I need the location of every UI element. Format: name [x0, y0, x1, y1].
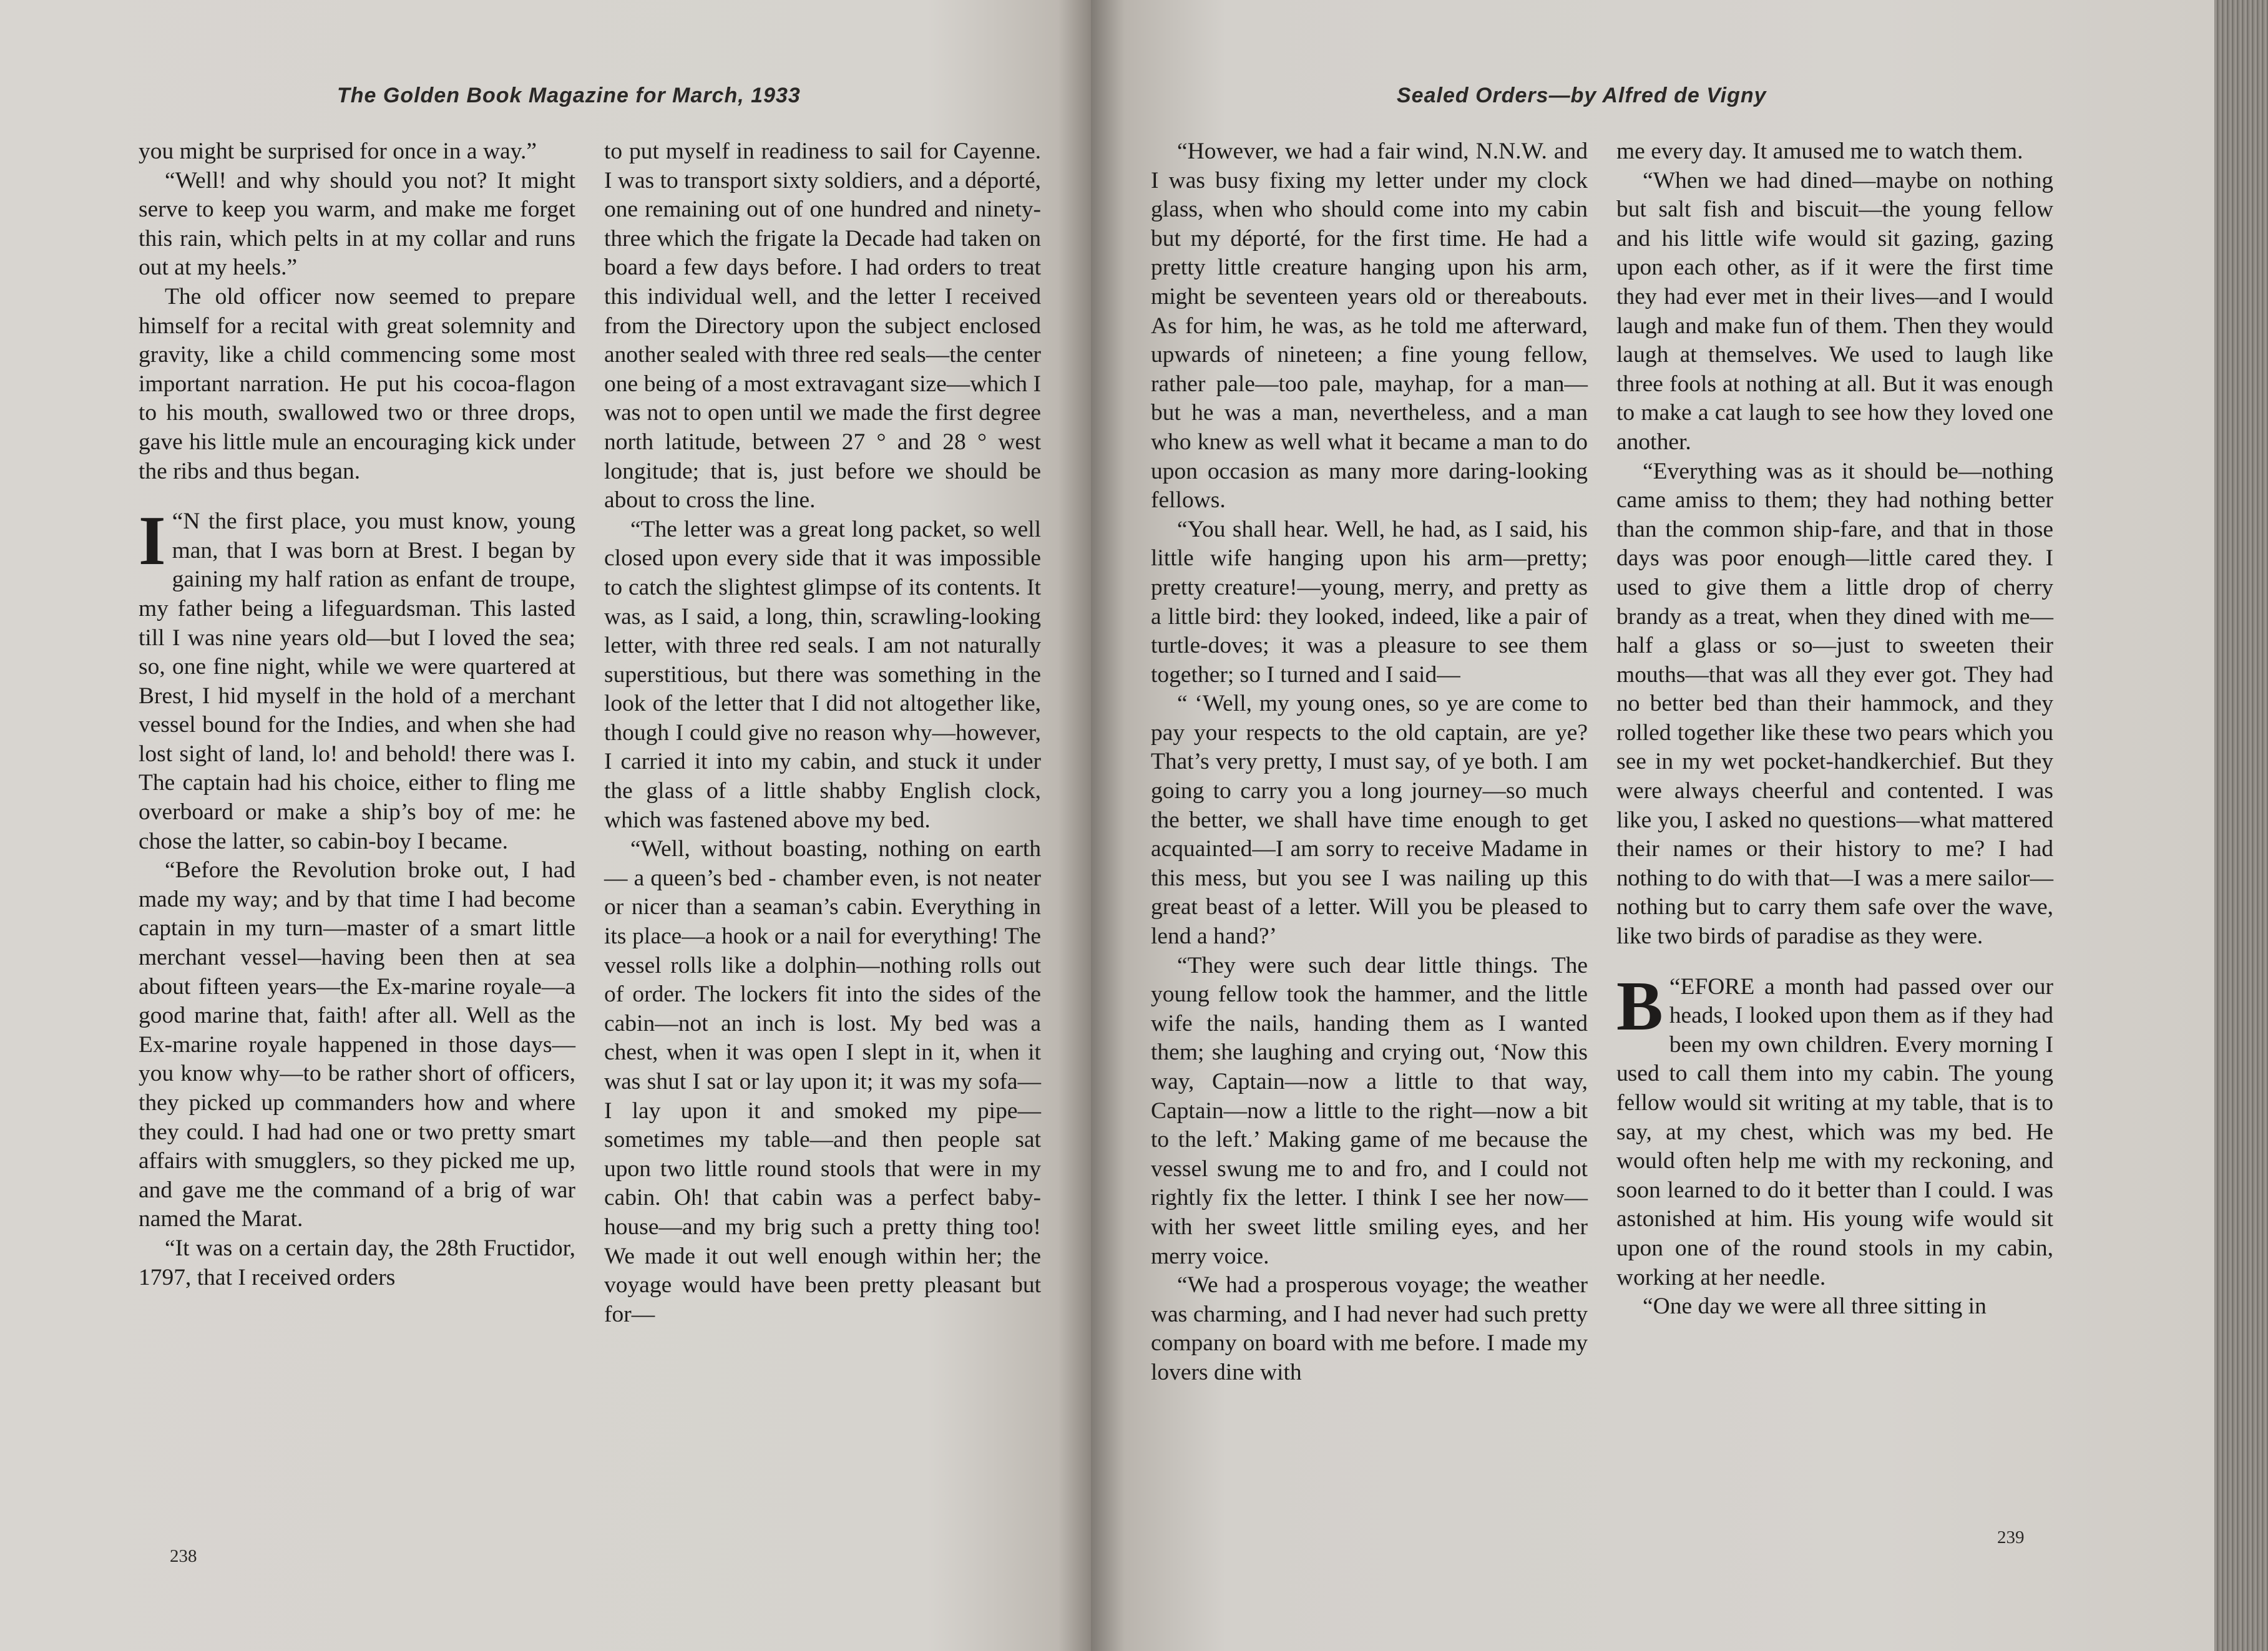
left-page	[0, 0, 1091, 1651]
book-page-edges	[2214, 0, 2268, 1651]
running-head-left: The Golden Book Magazine for March, 1933	[337, 84, 801, 107]
paragraph: “ ‘Well, my young ones, so ye are come to pay your respects to the old captain, are ye? That’s very pretty, I must say, of ye both. I am going to carry you a long journey—so much the better, we shall have time enough to get acquainted—I am sorry to receive Madame in this mess, but you see I was nailing up this great beast of a letter. Will you be pleased to lend a hand?’	[1151, 691, 1588, 950]
dropcap-paragraph-text: EFORE a month had passed over our heads, I looked upon them as if they had been my own children. Every morning I used to call them into my cabin. The young fellow would sit writing at my table, that is to say, at my chest, which was my bed. He would often help me with my reckoning, and soon learned to do it better than I could. I was astonished at him. His young wife would sit upon one of the round stools in my cabin, working at her needle.	[1616, 973, 2053, 1290]
running-head-right: Sealed Orders—by Alfred de Vigny	[1397, 84, 1767, 107]
right-page	[1091, 0, 2214, 1651]
paragraph-dropcap	[139, 502, 575, 856]
dropcap-quote: “	[172, 507, 183, 536]
dropcap-paragraph-text: N the first place, you must know, young man, that I was born at Brest. I began by gaining my half ration as enfant de troupe, my father being a lifeguardsman. This lasted till I was nine years old—but I loved the sea; so, one fine night, while we were quartered at Brest, I hid myself in the hold of a merchant vessel bound for the Indies, and when she had lost sight of land, lo! and behold! there was I. The captain had his choice, either to fling me overboard or make a ship’s boy of me: he chose the latter, so cabin-boy I became.	[139, 509, 575, 854]
dropcap-letter: I	[139, 502, 166, 580]
paragraph: to put myself in readiness to sail for Cayenne. I was to transport sixty soldiers, and a déporté, one remaining out of one hundred and ninety-three which the frigate la Decade had taken on board a few days before. I had orders to treat this individual well, and the letter I received from the Directory upon the subject enclosed another sealed with three red seals—the center one being of a most extravagant size—which I was not to open until we made the first degree north latitude, between 27 ° and 28 ° west longitude; that is, just before we should be about to cross the line.	[604, 139, 1041, 514]
paragraph: “It was on a certain day, the 28th Fructidor, 1797, that I received orders	[139, 1235, 575, 1290]
paragraph: “We had a prosperous voyage; the weather was charming, and I had never had such pretty company on board with me before. I made my lovers dine with	[1151, 1272, 1588, 1385]
paragraph: The old officer now seemed to prepare himself for a recital with great solemnity and gravity, like a child commencing some most important narration. He put his cocoa-flagon to his mouth, swallowed two or three drops, gave his little mule an encouraging kick under the ribs and thus began.	[139, 283, 575, 484]
paragraph: “When we had dined—maybe on nothing but salt fish and biscuit—the young fellow and his little wife would sit gazing, gazing upon each other, as if it were the first time they had ever met in their lives—and I would laugh and make fun of them. Then they would laugh at themselves. We used to laugh like three fools at nothing at all. But it was enough to make a cat laugh to see how they loved one another.	[1616, 167, 2053, 455]
left-page-column-1	[139, 137, 575, 1292]
paragraph: me every day. It amused me to watch them.	[1616, 139, 2023, 164]
right-page-column-2	[1616, 137, 2053, 1322]
paragraph: “They were such dear little things. The young fellow took the hammer, and the little wife the nails, handing them as I wanted them; she laughing and crying out, ‘Now this way, Captain—now a little to that way, Captain—now a little to the right—now a bit to the left.’ Making game of me because the vessel swung me to and fro, and I could not rightly fix the letter. I think I see her now—with her sweet little smiling eyes, and her merry voice.	[1151, 952, 1588, 1269]
paragraph: “Well, without boasting, nothing on earth — a queen’s bed - chamber even, is not neater or nicer than a seaman’s cabin. Everything in its place—a hook or a nail for everything! The vessel rolls like a dolphin—nothing rolls out of order. The lockers fit into the sides of the cabin—not an inch is lost. My bed was a chest, when it was open I slept in it, when it was shut I sat or lay upon it; it was my sofa—I lay upon it and smoked my pipe—sometimes my table—and then people sat upon two little round stools that were in my cabin. Oh! that cabin was a perfect baby-house—and my brig such a pretty thing too! We made it out well enough within her; the voyage would have been pretty pleasant but for—	[604, 836, 1041, 1327]
page-number-right: 239	[1997, 1527, 2025, 1547]
paragraph: “You shall hear. Well, he had, as I said, his little wife hanging upon his arm—pretty; pretty creature!—young, merry, and pretty as a little bird: they looked, indeed, like a pair of turtle-doves; it was a pleasure to see them together; so I turned and I said—	[1151, 516, 1588, 688]
paragraph: “Well! and why should you not? It might serve to keep you warm, and make me forget this rain, which pelts in at my collar and runs out at my heels.”	[139, 167, 575, 281]
paragraph: “However, we had a fair wind, N.N.W. and I was busy fixing my letter under my clock glass, when who should come into my cabin but my déporté, for the first time. He had a pretty little creature hanging upon his arm, might be seventeen years old or thereabouts. As for him, he was, as he told me afterward, upwards of nineteen; a fine young fellow, rather pale—too pale, mayhap, for a man—but he was a man, nevertheless, and a man who knew as well what it became a man to do upon occasion as many more daring-looking fellows.	[1151, 139, 1588, 514]
dropcap-quote: “	[1669, 972, 1681, 1001]
dropcap-letter: B	[1616, 967, 1663, 1045]
right-page-column-1	[1151, 137, 1588, 1388]
page-number-left: 238	[170, 1546, 197, 1566]
paragraph: “One day we were all three sitting in	[1643, 1293, 1987, 1320]
paragraph: “Everything was as it should be—nothing came amiss to them; they had nothing better than the common ship-fare, and that in those days was poor enough—little cared they. I used to give them a little drop of cherry brandy as a treat, when they dined with me—half a glass or so—just to sweeten their mouths—that was all they ever got. They had no better bed than their hammock, and they rolled together like these two pears which you see in my wet pocket-handkerchief. But they were always cheerful and contented. I was like you, I asked no questions—what mattered their names or their history to me? I had nothing to do with that—I was a mere sailor—nothing but to carry them safe over the wave, like two birds of paradise as they were.	[1616, 458, 2053, 950]
paragraph-dropcap	[1616, 967, 2053, 1293]
paragraph: you might be surprised for once in a way.”	[139, 139, 537, 164]
paragraph: “The letter was a great long packet, so well closed upon every side that it was impossible to catch the slightest glimpse of its contents. It was, as I said, a long, thin, scrawling-looking letter, with three red seals. I am not naturally superstitious, but there was something in the look of the letter that I did not altogether like, though I could give no reason why—however, I carried it into my cabin, and stuck it under the glass of a little shabby English clock, which was fastened above my bed.	[604, 516, 1041, 833]
paragraph: “Before the Revolution broke out, I had made my way; and by that time I had become captain in my turn—master of a smart little merchant vessel—having been then at sea about fifteen years—the Ex-marine royale—a good marine that, faith! after all. Well as the Ex-marine royale happened in those days—you know why—to be rather short of officers, they picked up commanders how and where they could. I had had one or two pretty smart affairs with smugglers, so they picked me up, and gave me the command of a brig of war named the Marat.	[139, 857, 575, 1232]
left-page-column-2	[604, 137, 1041, 1329]
